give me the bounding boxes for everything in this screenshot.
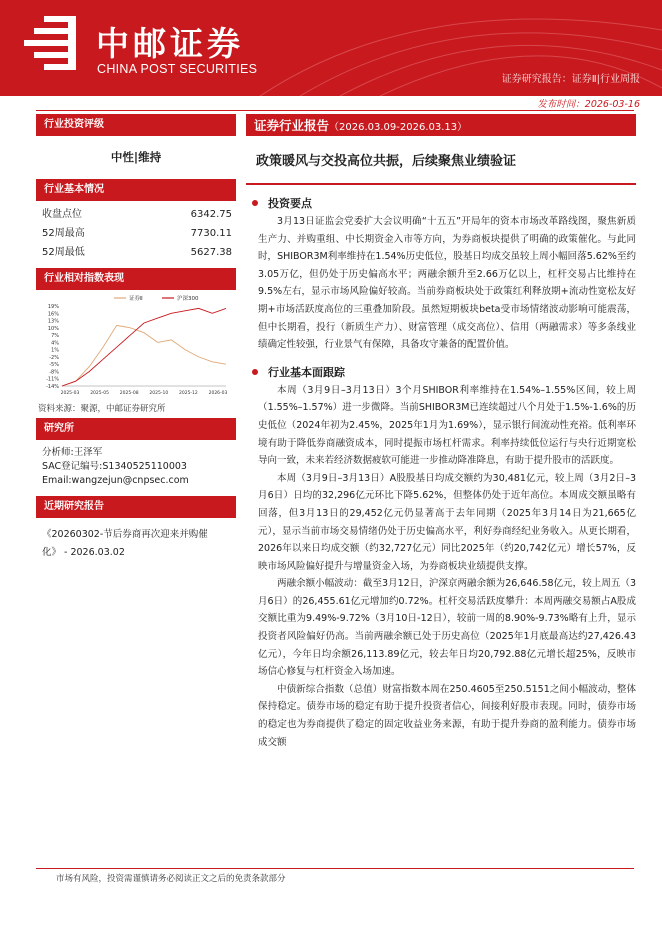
x-tick-label: 2025-05 [90,391,110,396]
brand-name-cn: 中邮证券 [96,24,244,63]
x-tick-label: 2025-10 [149,391,169,396]
x-tick-label: 2025-08 [119,391,139,396]
basics-label: 行业基本情况 [36,179,236,201]
y-tick-label: 7% [51,333,59,340]
report-title-bar [246,114,636,136]
x-tick-label: 2026-03 [208,391,228,396]
paragraph: 两融余额小幅波动：截至3月12日，沪深京两融余额为26,646.58亿元，较上周五（3月6日）的26,455.61亿元增加约0.72%。杠杆交易活跃度攀升：本周两融交易额占A股成交额比重为9.49%-9.72%（3月10日-12日），较前一周的8.90%-9.73%略有上升，显示投资者风险偏好仍高。当前两融余额已处于历史高位（2025年1月底最高达约27,426.43亿元），今年日均余额26,113.89亿元，较去年日均20,792.88亿元增长超25%，反映市场信心修复与杠杆资金入场加速。 [258,578,636,678]
analyst-info [36,440,236,496]
recent-report-item[interactable] [36,518,236,568]
report-category: 证券研究报告：证券Ⅱ|行业周报 [501,74,640,85]
recent-report-date[interactable]: 化》 - 2026.03.02 [42,547,125,558]
bullet-icon [252,369,258,375]
section-heading [252,364,636,380]
series-line [62,325,226,386]
basics-table [36,201,236,268]
y-tick-label: 1% [51,347,59,354]
basics-key: 收盘点位 [42,209,82,220]
y-tick-label: 19% [47,304,59,310]
y-tick-label: 10% [47,325,59,332]
disclaimer: 市场有风险，投资需谨慎请务必阅读正文之后的免责条款部分 [56,874,286,884]
basics-key: 52周最低 [42,247,85,258]
y-tick-label: -14% [46,384,59,390]
performance-chart-svg [36,290,236,400]
rating-value: 中性|维持 [110,150,162,164]
basics-key: 52周最高 [42,228,85,239]
series-line [62,308,226,386]
section-heading [252,195,636,211]
y-tick-label: 13% [47,318,59,325]
section-title-fundamentals: 行业基本面跟踪 [268,365,345,379]
main-content [246,114,636,751]
left-sidebar [36,114,236,568]
rating-label: 行业投资评级 [36,114,236,136]
basics-row [36,224,236,243]
y-tick-label: -2% [49,354,59,361]
report-header [0,0,662,96]
basics-row [36,205,236,224]
relative-performance-chart [36,290,236,400]
y-tick-label: 16% [47,311,59,318]
recent-report-title[interactable]: 《20260302-节后券商再次迎来并购催 [42,529,208,540]
legend-label: 沪深300 [177,296,199,302]
performance-label: 行业相对指数表现 [36,268,236,290]
headline: 政策暖风与交投高位共振，后续聚焦业绩验证 [256,154,517,169]
basics-value: 6342.75 [190,209,232,220]
research-label: 研究所 [36,418,236,440]
x-tick-label: 2025-12 [178,391,198,396]
basics-value: 5627.38 [190,247,232,258]
basics-row [36,243,236,262]
y-tick-label: 4% [51,340,59,347]
legend-label: 证券Ⅱ [129,296,143,302]
china-post-logo-icon [22,14,84,76]
y-tick-label: -11% [46,376,59,383]
report-date-range: （2026.03.09-2026.03.13） [329,122,468,133]
recent-reports-label: 近期研究报告 [36,496,236,518]
report-title: 证券行业报告 [254,118,330,133]
header-divider [36,110,634,111]
basics-value: 7730.11 [190,228,232,239]
analyst-sac: SAC登记编号:S1340525110003 [42,461,187,472]
paragraph: 中债新综合指数（总值）财富指数本周在250.4605至250.5151之间小幅波动，整体保持稳定。债券市场的稳定有助于提升投资者信心，间接利好股市表现。同时，债券市场的稳定也为券商提供了稳定的固定收益业务来源，有助于提升券商的盈利能力。债券市场成交额 [258,683,636,748]
analyst-email[interactable]: Email:wangzejun@cnpsec.com [42,475,189,486]
brand-name-en: CHINA POST SECURITIES [97,62,258,76]
paragraph: 3月13日证监会党委扩大会议明确“十五五”开局年的资本市场改革路线图，聚焦新质生产力、并购重组、中长期资金入市等方向，为券商板块提供了明确的政策催化。与此同时，SHIBOR3M利率维持在1.54%历史低位，股基日均成交虽较上周小幅回落5.62%至约3.05万亿，但仍处于历史偏高水平；两融余额升至2.66万亿以上，杠杆交易占比维持在9.5%左右，显示市场风险偏好较高。当前券商板块处于政策红利释放期+流动性宽松友好期+市场活跃度高位的三重叠加阶段。虽然短期板块beta受市场情绪波动影响可能震荡，但中长期看，投行（新质生产力）、财富管理（成交高位）、信用（两融需求）等多条线业绩确定性较强，行业景气有保障，具备攻守兼备的配置价值。 [258,216,636,351]
footer-divider [36,868,634,869]
headline-rule [246,183,636,185]
paragraph: 本周（3月9日–3月13日）3个月SHIBOR利率维持在1.54%–1.55%区间，较上周（1.55%–1.57%）进一步微降。当前SHIBOR3M已连续超过八个月处于1.5%-1.6%的历史低位（2024年初为2.45%，2025年1月为1.69%），显示银行间流动性充裕。低利率环境有助于降低券商融资成本，同时提振市场杠杆需求。利率持续低位运行与央行近期宽松导向一致，未来若经济数据疲软可能进一步推动降准降息，有助于提升股市的活跃度。 [258,384,636,467]
analyst-name: 分析师:王泽军 [42,447,103,458]
chart-source: 资料来源：聚源，中邮证券研究所 [38,404,166,414]
paragraph: 本周（3月9日–3月13日）A股股基日均成交额约为30,481亿元，较上周（3月2日–3月6日）日均的32,296亿元环比下降5.62%，但整体仍处于近年高位。本周成交额虽略有回落，但3月13日的29,452亿元仍显著高于去年同期（2025年3月14日为21,665亿元），显示当前市场交易情绪仍处于历史偏高水平，利好券商经纪业务收入。从更长期看，2026年以来日均成交额（约32,727亿元）同比2025年（约20,742亿元）增长57%，反映市场风险偏好提升与增量资金入场，为券商板块业绩提供支撑。 [258,472,636,572]
x-tick-label: 2025-03 [60,391,80,396]
publish-date: 发布时间：2026-03-16 [537,99,640,110]
y-tick-label: -5% [49,362,59,369]
y-tick-label: -8% [49,369,59,376]
bullet-icon [252,200,258,206]
section-title-highlights: 投资要点 [268,197,312,210]
